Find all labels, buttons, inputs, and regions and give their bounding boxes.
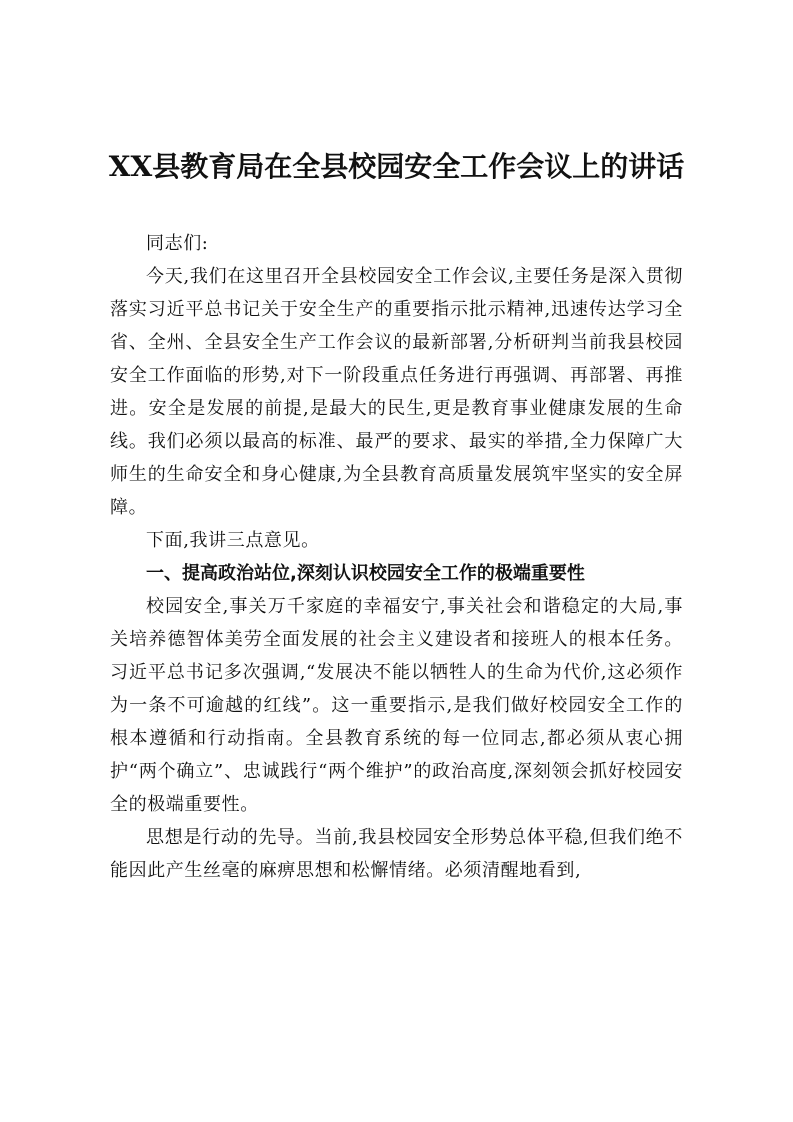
body-paragraph: 思想是行动的先导。当前,我县校园安全形势总体平稳,但我们绝不能因此产生丝毫的麻痹思想和松懈情绪。必须清醒地看到, — [110, 827, 683, 881]
document-body — [110, 227, 683, 887]
body-paragraph: 下面,我讲三点意见。 — [146, 530, 320, 551]
body-paragraph: 今天,我们在这里召开全县校园安全工作会议,主要任务是深入贯彻落实习近平总书记关于安全生产的重要指示批示精神,迅速传达学习全省、全州、全县安全生产工作会议的最新部署,分析研判当前我县校园安全工作面临的形势,对下一阶段重点任务进行再强调、再部署、再推进。安全是发展的前提,是最大的民生,更是教育事业健康发展的生命线。我们必须以最高的标准、最严的要求、最实的举措,全力保障广大师生的生命安全和身心健康,为全县教育高质量发展筑牢坚实的安全屏障。 — [110, 266, 683, 518]
salutation-paragraph: 同志们: — [146, 233, 209, 254]
section-heading: 一、提高政治站位,深刻认识校园安全工作的极端重要性 — [146, 563, 585, 584]
document-title: XX县教育局在全县校园安全工作会议上的讲话 — [108, 150, 685, 183]
body-paragraph: 校园安全,事关万千家庭的幸福安宁,事关社会和谐稳定的大局,事关培养德智体美劳全面发展的社会主义建设者和接班人的根本任务。习近平总书记多次强调,“发展决不能以牺牲人的生命为代价,这必须作为一条不可逾越的红线”。这一重要指示,是我们做好校园安全工作的根本遵循和行动指南。全县教育系统的每一位同志,都必须从衷心拥护“两个确立”、忠诚践行“两个维护”的政治高度,深刻领会抓好校园安全的极端重要性。 — [110, 596, 683, 815]
